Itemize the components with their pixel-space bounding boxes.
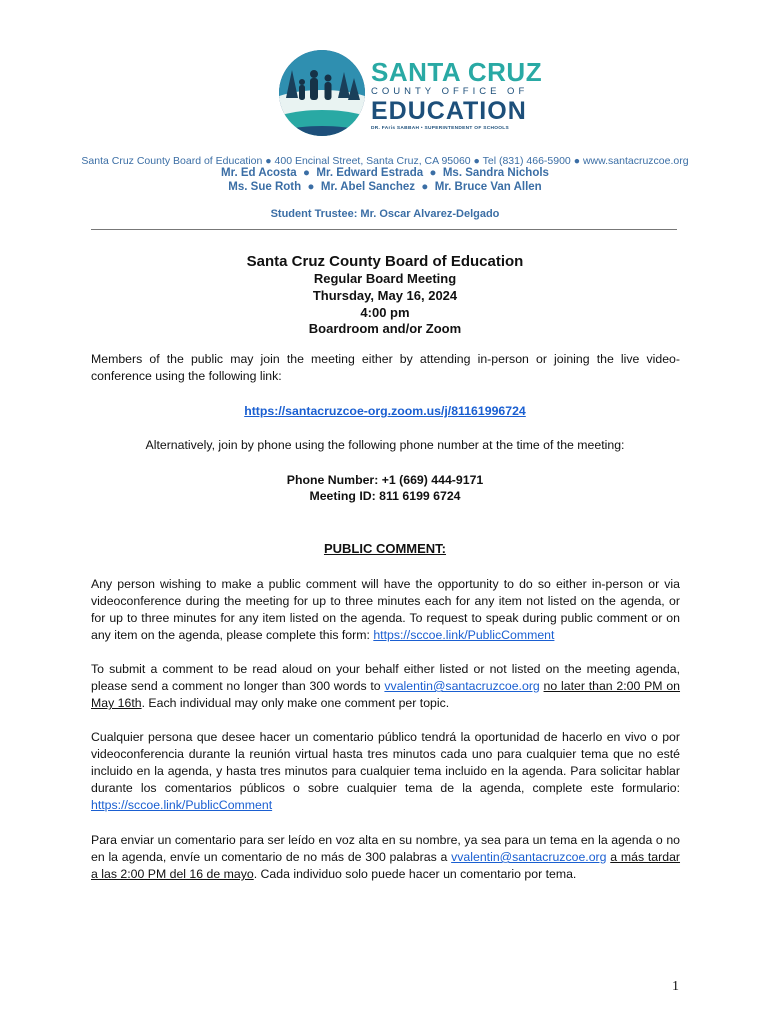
header-divider (91, 229, 677, 230)
logo-education-text: EDUCATION (371, 97, 527, 125)
zoom-link-wrap (0, 404, 770, 418)
meeting-location: Boardroom and/or Zoom (308, 321, 462, 336)
public-comment-paragraph-3 (91, 729, 680, 814)
join-intro: Members of the public may join the meeting either by attending in-person or joining the live video-conference using the following link: (91, 352, 680, 383)
meeting-id: Meeting ID: 811 6199 6724 (309, 489, 461, 503)
logo-county-office-text: COUNTY OFFICE OF (371, 86, 529, 97)
email-link[interactable]: vvalentin@santacruzcoe.org (384, 679, 540, 693)
student-trustee: Student Trustee: Mr. Oscar Alvarez-Delgado (270, 208, 500, 220)
phone-number: Phone Number: +1 (669) 444-9171 (286, 473, 484, 487)
public-comment-form-link[interactable]: https://sccoe.link/PublicComment (373, 628, 555, 642)
board-members-row-1: Mr. Ed Acosta ● Mr. Edward Estrada ● Ms. Sandra Nichols (221, 167, 549, 179)
meeting-time: 4:00 pm (360, 305, 410, 320)
meeting-title: Santa Cruz County Board of Education (246, 253, 524, 270)
pc-p4-text: Para enviar un comentario para ser leído en voz alta en su nombre, ya sea para un tema en la agenda o no en la agenda, envíe un comentario de no más de 300 palabras a (91, 833, 680, 864)
meeting-date: Thursday, May 16, 2024 (312, 288, 458, 303)
public-comment-heading: PUBLIC COMMENT: (323, 541, 447, 556)
public-comment-paragraph-2 (91, 661, 680, 712)
pc-p2-end: . Each individual may only make one comment per topic. (141, 696, 450, 710)
formulario-link[interactable]: https://sccoe.link/PublicComment (91, 798, 273, 812)
contact-line: Santa Cruz County Board of Education ● 400 Encinal Street, Santa Cruz, CA 95060 ● Tel (831) 466-5900 ● www.santacruzcoe.org (81, 155, 689, 167)
email-link-es[interactable]: vvalentin@santacruzcoe.org (451, 850, 607, 864)
page-number: 1 (672, 979, 679, 994)
pc-p4-end: . Cada individuo solo puede hacer un comentario por tema. (253, 867, 577, 881)
pc-p2-deadline: no later than 2:00 PM on May 16th (91, 679, 681, 710)
public-comment-paragraph-4 (91, 832, 680, 883)
pc-p2-text: To submit a comment to be read aloud on your behalf either listed or not listed on the meeting agenda, please send a comment no longer than 300 words to (91, 662, 680, 693)
pc-p4-deadline: a más tardar a las 2:00 PM del 16 de mayo (91, 850, 681, 881)
logo-emblem-icon (276, 48, 376, 140)
zoom-link[interactable]: https://santacruzcoe-org.zoom.us/j/81161996724 (244, 404, 526, 418)
board-members-row-2: Ms. Sue Roth ● Mr. Abel Sanchez ● Mr. Bruce Van Allen (228, 181, 542, 193)
sccoe-logo (276, 48, 543, 140)
logo-santa-cruz-text: SANTA CRUZ (371, 57, 543, 87)
phone-intro: Alternatively, join by phone using the following phone number at the time of the meeting: (145, 438, 625, 452)
meeting-type: Regular Board Meeting (313, 271, 457, 286)
pc-p1-text: Any person wishing to make a public comment will have the opportunity to do so either in-person or via videoconference during the meeting for up to three minutes each for any item not listed on the agenda, or for up to three minutes for any item listed on the agenda. To request to speak during public comment or on any item on the agenda, please complete this form: (91, 577, 680, 642)
pc-p3-text: Cualquier persona que desee hacer un comentario público tendrá la oportunidad de hacerlo en vivo o por videoconferencia durante la reunión virtual hasta tres minutos cada uno para cualquier tema que no esté incluido en la agenda, y hasta tres minutos para cualquier tema incluido en la agenda. Para solicitar hablar durante los comentarios públicos o sobre cualquier tema de la agenda, complete este formulario: (91, 730, 680, 795)
logo-tagline: DR. FAris SABBAH • SUPERINTENDENT OF SCHOOLS (371, 126, 510, 131)
public-comment-paragraph-1 (91, 576, 680, 644)
